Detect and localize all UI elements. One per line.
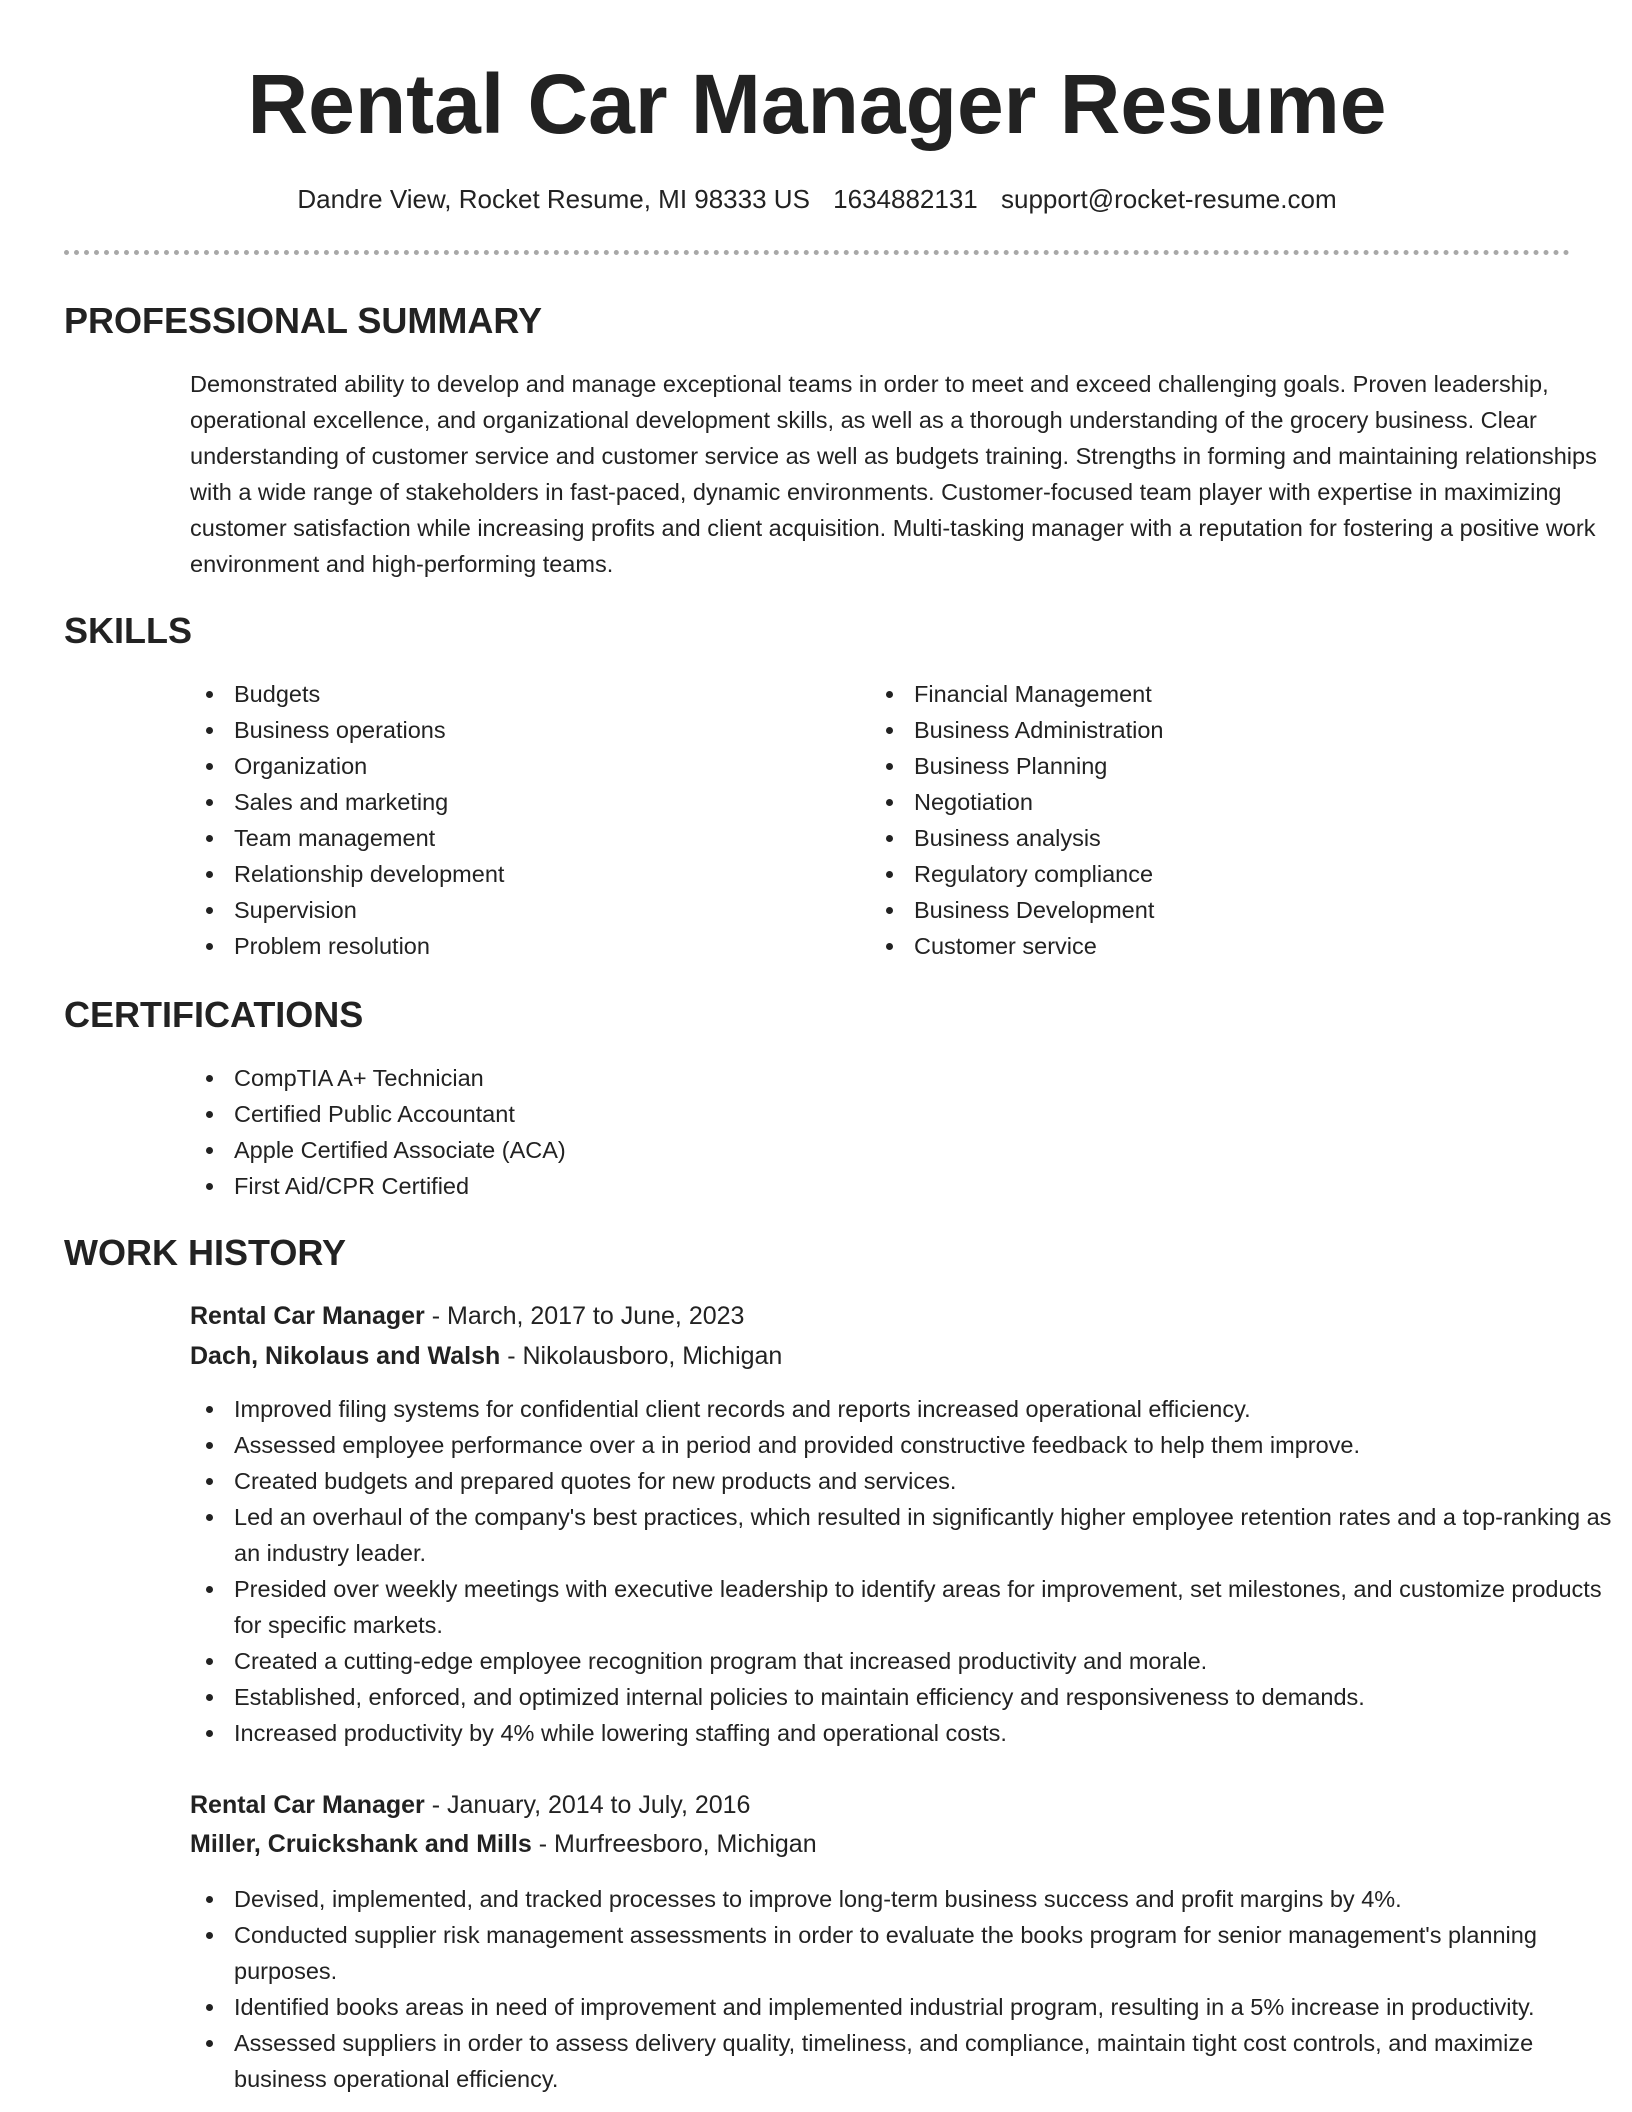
job-company-line	[190, 1338, 782, 1374]
job-bullet: Presided over weekly meetings with executive leadership to identify areas for improvement, set milestones, and customize products for specific markets.	[190, 1571, 1630, 1643]
job-bullet: Assessed employee performance over a in period and provided constructive feedback to help them improve.	[190, 1427, 1630, 1463]
skills-heading: SKILLS	[64, 610, 193, 651]
contact-line	[64, 182, 1570, 216]
skill-item: Negotiation	[870, 784, 1490, 820]
skill-item: Sales and marketing	[190, 784, 810, 820]
contact-phone: 1634882131	[833, 184, 978, 214]
contact-email[interactable]: support@rocket-resume.com	[1001, 184, 1337, 214]
job-bullet: Increased productivity by 4% while lowering staffing and operational costs.	[190, 1715, 1630, 1751]
job-bullet: Led an overhaul of the company's best practices, which resulted in significantly higher employee retention rates and a top-ranking as an industry leader.	[190, 1499, 1630, 1571]
job-bullets	[190, 1881, 1630, 2097]
skill-item: Financial Management	[870, 676, 1490, 712]
job-company-line	[190, 1826, 817, 1862]
job-bullet: Created budgets and prepared quotes for new products and services.	[190, 1463, 1630, 1499]
skill-item: Business Planning	[870, 748, 1490, 784]
job-bullet: Created a cutting-edge employee recognition program that increased productivity and morale.	[190, 1643, 1630, 1679]
skill-item: Customer service	[870, 928, 1490, 964]
skill-item: Business operations	[190, 712, 810, 748]
skill-item: Business Development	[870, 892, 1490, 928]
job-bullet: Identified books areas in need of improvement and implemented industrial program, resulting in a 5% increase in productivity.	[190, 1989, 1630, 2025]
job-bullet: Improved filing systems for confidential client records and reports increased operational efficiency.	[190, 1391, 1630, 1427]
skills-list-left	[190, 676, 810, 964]
skills-list-right	[870, 676, 1490, 964]
skill-item: Relationship development	[190, 856, 810, 892]
job-company: Dach, Nikolaus and Walsh	[190, 1342, 501, 1370]
job-dates: - January, 2014 to July, 2016	[424, 1791, 751, 1819]
skill-item: Problem resolution	[190, 928, 810, 964]
certification-item: CompTIA A+ Technician	[190, 1060, 1090, 1096]
job-bullets	[190, 1391, 1630, 1751]
job-bullet: Devised, implemented, and tracked processes to improve long-term business success and profit margins by 4%.	[190, 1881, 1630, 1917]
job-company: Miller, Cruickshank and Mills	[190, 1830, 532, 1858]
job-title: Rental Car Manager	[190, 1302, 425, 1330]
job-dates: - March, 2017 to June, 2023	[424, 1302, 745, 1330]
skill-item: Business analysis	[870, 820, 1490, 856]
certification-item: Certified Public Accountant	[190, 1096, 1090, 1132]
certifications-list	[190, 1060, 1090, 1204]
certification-item: Apple Certified Associate (ACA)	[190, 1132, 1090, 1168]
contact-address: Dandre View, Rocket Resume, MI 98333 US	[297, 184, 810, 214]
certification-item: First Aid/CPR Certified	[190, 1168, 1090, 1204]
job-location: - Nikolausboro, Michigan	[500, 1342, 783, 1370]
certifications-heading: CERTIFICATIONS	[64, 994, 364, 1035]
job-title: Rental Car Manager	[190, 1791, 425, 1819]
job-bullet: Conducted supplier risk management assessments in order to evaluate the books program for senior management's planning purposes.	[190, 1917, 1630, 1989]
skill-item: Supervision	[190, 892, 810, 928]
job-bullet: Established, enforced, and optimized internal policies to maintain efficiency and responsiveness to demands.	[190, 1679, 1630, 1715]
skill-item: Organization	[190, 748, 810, 784]
job-title-line	[190, 1787, 750, 1823]
summary-text: Demonstrated ability to develop and manage exceptional teams in order to meet and exceed challenging goals. Proven leadership, operational excellence, and organizational development skills, as well as a thorough understanding of the grocery business. Clear understanding of customer service and customer service as well as budgets training. Strengths in forming and maintaining relationships with a wide range of stakeholders in fast-paced, dynamic environments. Customer-focused team player with expertise in maximizing customer satisfaction while increasing profits and client acquisition. Multi-tasking manager with a reputation for fostering a positive work environment and high-performing teams.	[190, 371, 1597, 577]
resume-title: Rental Car Manager Resume	[247, 57, 1387, 151]
summary-heading: PROFESSIONAL SUMMARY	[64, 300, 543, 341]
job-location: - Murfreesboro, Michigan	[531, 1830, 817, 1858]
skill-item: Regulatory compliance	[870, 856, 1490, 892]
job-bullet: Assessed suppliers in order to assess delivery quality, timeliness, and compliance, maintain tight cost controls, and maximize business operational efficiency.	[190, 2025, 1630, 2097]
skill-item: Budgets	[190, 676, 810, 712]
skill-item: Team management	[190, 820, 810, 856]
job-title-line	[190, 1298, 744, 1334]
header-divider	[64, 250, 1570, 255]
work-history-heading: WORK HISTORY	[64, 1232, 347, 1273]
skill-item: Business Administration	[870, 712, 1490, 748]
